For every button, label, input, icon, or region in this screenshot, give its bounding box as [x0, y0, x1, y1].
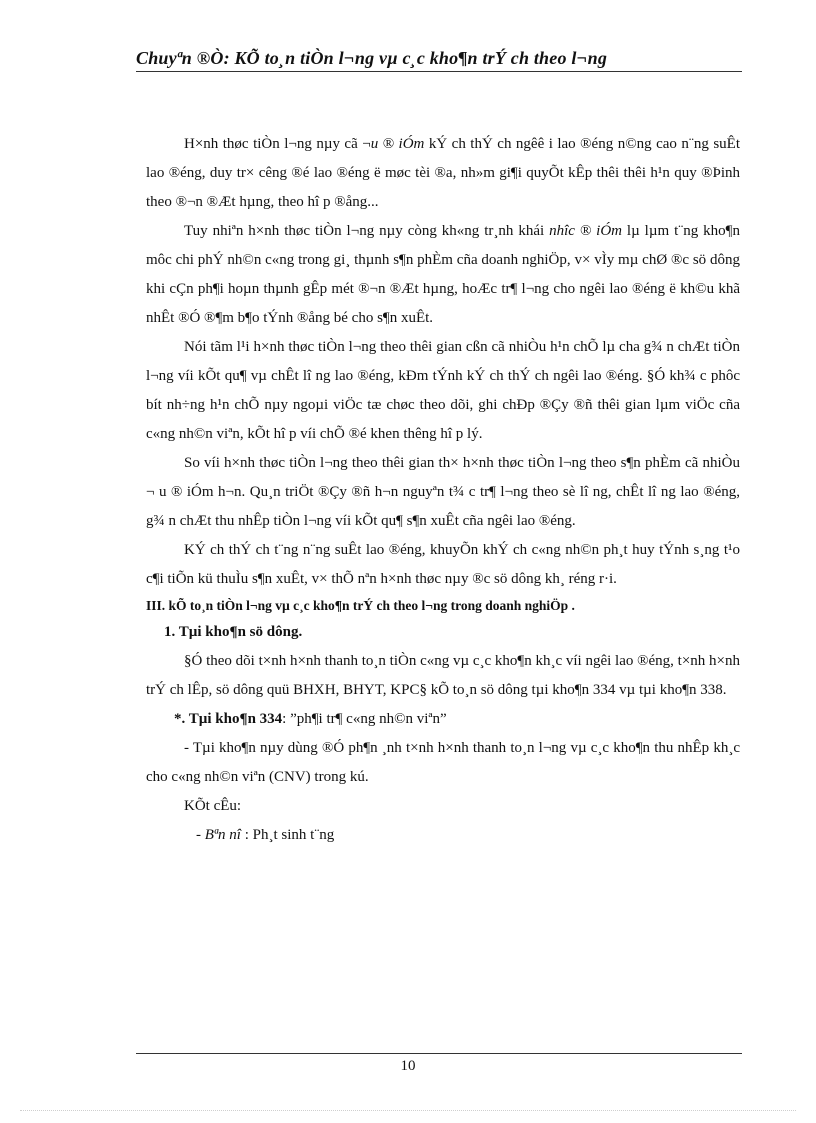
paragraph-7: - Tµi kho¶n nµy dùng ®Ó ph¶n ¸nh t×nh h×nh thanh to¸n l¬ng vµ c¸c kho¶n thu nhÊp kh¸c cho c«ng nh©n viªn (CNV) trong kú.: [146, 740, 740, 785]
debit-line: - Bªn nî : Ph¸t sinh t¨ng: [196, 827, 335, 843]
structure-label: KÕt cÊu:: [184, 798, 242, 814]
paragraph-6: §Ó theo dõi t×nh h×nh thanh to¸n tiÒn c«ng vµ c¸c kho¶n kh¸c víi ngêi lao ®éng, t×nh h×nh trÝ ch lÊp, sö dông quü BHXH, BHYT, KPC§ kÕ to¸n sö dông tµi kho¶n 334 vµ tµi kho¶n 338.: [146, 653, 741, 698]
paragraph-5: KÝ ch thÝ ch t¨ng n¨ng suÊt lao ®éng, khuyÕn khÝ ch c«ng nh©n ph¸t huy tÝnh s¸ng t¹o c¶i tiÕn kü thuÌu s¶n xuÊt, v× thÕ nªn h×nh thøc nµy ®c sö dông kh¸ réng r·i.: [146, 542, 740, 587]
account-334-heading: *. Tµi kho¶n 334: ”ph¶i tr¶ c«ng nh©n viªn”: [174, 711, 447, 727]
paragraph-1: H×nh thøc tiÒn l¬ng nµy cã ¬u ® iÓm kÝ ch thÝ ch ngêê i lao ®éng n©ng cao n¨ng suÊt lao ®éng, duy tr× cêng ®é lao ®éng ë møc tèi ®a, nh»m gi¶i quyÕt kÊp thêi thêi h¹n quy ®Þinh theo ®¬n ®Æt hµng, theo hî p ®ång...: [146, 136, 740, 210]
paragraph-3: Nói tãm l¹i h×nh thøc tiÒn l¬ng theo thêi gian cßn cã nhiÒu h¹n chÕ lµ cha g¾ n chÆt tiÒn l¬ng víi kÕt qu¶ vµ chÊt lî ng lao ®éng, kÐm tÝnh kÝ ch thÝ ch ngêi lao ®éng. §Ó kh¾ c phôc bít nh÷ng h¹n chÕ nµy ngoµi viÖc tæ chøc theo dõi, ghi chÐp ®Çy ®ñ thêi gian lµm viÖc cña c«ng nh©n viªn, kÕt hî p víi chÕ ®é khen thêng hî p lý.: [146, 339, 740, 442]
paragraph-2: Tuy nhiªn h×nh thøc tiÒn l¬ng nµy còng kh«ng tr¸nh khái nhîc ® iÓm lµ lµm t¨ng kho¶n môc chi phÝ nh©n c«ng trong gi¸ thµnh s¶n phÈm cña doanh nghiÖp, v× vÌy mµ chØ ®c sö dông khi cÇn ph¶i hoµn thµnh gÊp mét ®¬n ®Æt hµng, hoÆc tr¶ l¬ng cho ngêi lao ®éng ë kh©u khã nhÊt ®Ó ®¶m b¶o tÝnh ®ång bé cho s¶n xuÊt.: [146, 223, 740, 326]
page-bottom-dotted-rule: [20, 1110, 796, 1111]
paragraph-4: So víi h×nh thøc tiÒn l¬ng theo thêi gian th× h×nh thøc tiÒn l¬ng theo s¶n phÈm cã nhiÒu ¬ u ® iÓm h¬n. Qu¸n triÖt ®Çy ®ñ h¬n nguyªn t¾ c tr¶ l¬ng theo sè lî ng, chÊt lî ng lao ®éng, g¾ n chÆt thu nhÊp tiÒn l¬ng víi kÕt qu¶ s¶n xuÊt cña ngêi lao ®éng.: [146, 455, 740, 529]
subsection-heading-1: 1. Tµi kho¶n sö dông.: [164, 624, 303, 640]
section-heading-iii: III. kÕ to¸n tiÒn l¬ng vµ c¸c kho¶n trÝ ch theo l¬ng trong doanh nghiÖp .: [146, 598, 575, 613]
footer-divider: [136, 1053, 742, 1054]
document-body: [146, 130, 740, 850]
header-divider: [136, 71, 742, 72]
page-number: 10: [400, 1058, 416, 1074]
page-header-title: Chuyªn ®Ò: KÕ to¸n tiÒn l¬ng vµ c¸c kho¶n trÝ ch theo l¬ng: [136, 48, 608, 68]
